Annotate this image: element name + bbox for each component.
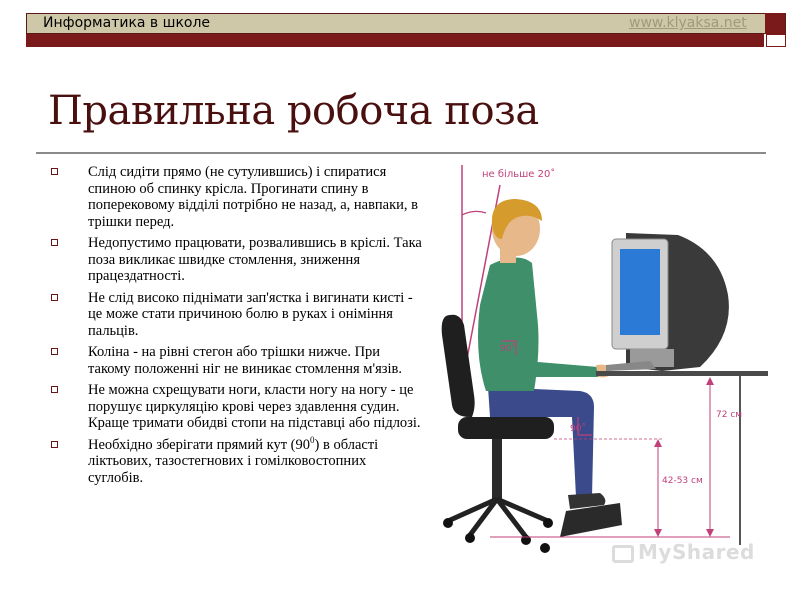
chair-wheel bbox=[543, 518, 553, 528]
bullet-list bbox=[48, 164, 423, 491]
monitor-screen bbox=[620, 249, 660, 335]
dimension-arrow bbox=[654, 439, 662, 447]
title-divider bbox=[36, 152, 766, 154]
back-angle-label: не більше 20˚ bbox=[482, 169, 556, 180]
bullet-text: Слід сидіти прямо (не сутулившись) і спиратися спиною об спинку крісла. Прогинати спину в поперековому відділі потрібно не назад, а, навпаки, в трішки перед. bbox=[88, 164, 419, 230]
posture-illustration bbox=[430, 155, 770, 575]
bullet-text: Недопустимо працювати, розвалившись в кріслі. Така поза викликає швидке стомлення, зниження працездатності. bbox=[88, 235, 422, 284]
square-bullet-icon bbox=[51, 294, 58, 301]
bullet-item bbox=[48, 434, 423, 487]
degree-superscript: 0 bbox=[310, 434, 315, 445]
header-bar bbox=[26, 13, 786, 34]
footrest bbox=[560, 503, 622, 537]
presentation-icon bbox=[612, 545, 634, 563]
bullet-text: Не слід високо піднімати зап'ястка і вигинати кисті - це може стати причиною болю в руках і оніміння пальців. bbox=[88, 289, 413, 339]
slide-title: Правильна робоча поза bbox=[48, 88, 539, 134]
watermark bbox=[612, 540, 755, 564]
chair-wheel bbox=[465, 533, 475, 543]
seat-height-label: 42-53 см bbox=[662, 476, 703, 486]
elbow-angle-label: 90˚ bbox=[500, 344, 516, 354]
person-arm bbox=[502, 295, 598, 377]
site-name: Информатика в школе bbox=[43, 15, 211, 31]
dimension-arrow bbox=[706, 529, 714, 537]
bullet-item bbox=[48, 235, 423, 285]
header-accent-bar bbox=[26, 34, 764, 47]
square-bullet-icon bbox=[51, 441, 58, 448]
chair-post bbox=[492, 439, 502, 499]
chair-wheel bbox=[540, 543, 550, 553]
knee-angle-label: 90˚ bbox=[570, 424, 586, 434]
bullet-item bbox=[48, 382, 423, 432]
back-angle-arc bbox=[462, 211, 486, 215]
dimension-arrow bbox=[706, 377, 714, 385]
square-bullet-icon bbox=[51, 386, 58, 393]
header-corner-block bbox=[765, 13, 785, 34]
person-legs bbox=[488, 387, 594, 497]
site-link[interactable]: www.klyaksa.net bbox=[629, 15, 747, 31]
bullet-text-end: ) в області ліктьових, тазостегнових і гомілковостопних суглобів. bbox=[88, 436, 379, 486]
header-accent-end bbox=[766, 34, 786, 47]
square-bullet-icon bbox=[51, 239, 58, 246]
watermark-text: MyShared bbox=[638, 540, 755, 564]
bullet-text-start: Необхідно зберігати прямий кут (90 bbox=[88, 436, 311, 453]
chair-seat bbox=[458, 417, 554, 439]
bullet-item bbox=[48, 290, 423, 340]
bullet-text: Коліна - на рівні стегон або трішки нижче. При такому положенні ніг не виникає стомлення м'язів. bbox=[88, 344, 402, 377]
bullet-item bbox=[48, 344, 423, 377]
bullet-text: Не можна схрещувати ноги, класти ногу на ногу - це порушує циркуляцію крові через здавлення судин. Краще тримати обидві стопи на підставці або підлозі. bbox=[88, 382, 421, 431]
chair-wheel bbox=[443, 518, 453, 528]
bullet-item bbox=[48, 164, 423, 230]
chair-backrest bbox=[442, 315, 475, 417]
square-bullet-icon bbox=[51, 168, 58, 175]
square-bullet-icon bbox=[51, 348, 58, 355]
desk-height-label: 72 см bbox=[716, 410, 743, 420]
dimension-arrow bbox=[654, 529, 662, 537]
desk-top bbox=[596, 371, 768, 376]
